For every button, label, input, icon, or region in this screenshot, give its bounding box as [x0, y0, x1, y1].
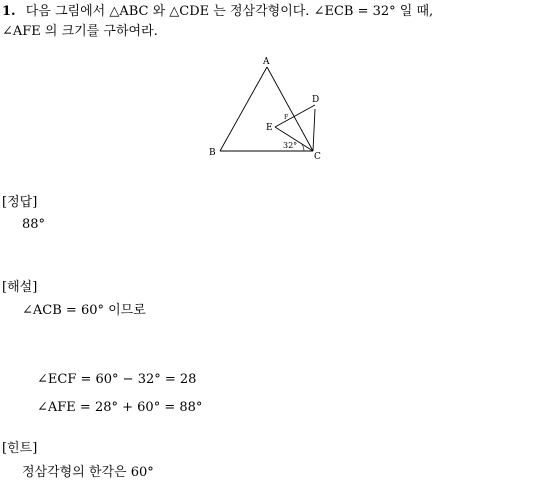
- label-c: C: [314, 152, 321, 162]
- explanation-line-1: ∠ACB = 60° 이므로: [22, 303, 146, 318]
- problem-line-1: [2, 4, 433, 20]
- hint-text: 정삼각형의 한각은 60°: [22, 465, 154, 480]
- explanation-eq-2: ∠AFE = 28° + 60° = 88°: [37, 400, 203, 415]
- segment-ab: [220, 67, 267, 151]
- explanation-heading: [해설]: [2, 280, 38, 295]
- label-angle: 32°: [283, 141, 298, 150]
- label-f: F: [284, 114, 289, 121]
- label-b: B: [209, 148, 216, 158]
- label-d: D: [312, 95, 320, 105]
- segment-de: [275, 105, 315, 127]
- problem-text-1: 다음 그림에서 △ABC 와 △CDE 는 정삼각형이다. ∠ECB = 32° 일 때,: [25, 4, 434, 19]
- segment-ac: [267, 67, 313, 151]
- hint-heading: [힌트]: [2, 441, 38, 456]
- problem-number: 1.: [2, 4, 16, 19]
- explanation-eq-1: ∠ECF = 60° − 32° = 28: [37, 372, 197, 387]
- answer-value: 88°: [22, 217, 46, 232]
- label-e: E: [266, 123, 273, 133]
- label-a: A: [263, 57, 270, 67]
- segment-cd: [313, 109, 315, 151]
- problem-line-2: ∠AFE 의 크기를 구하여라.: [2, 24, 158, 39]
- answer-heading: [정답]: [2, 195, 38, 210]
- triangle-figure: [205, 55, 335, 165]
